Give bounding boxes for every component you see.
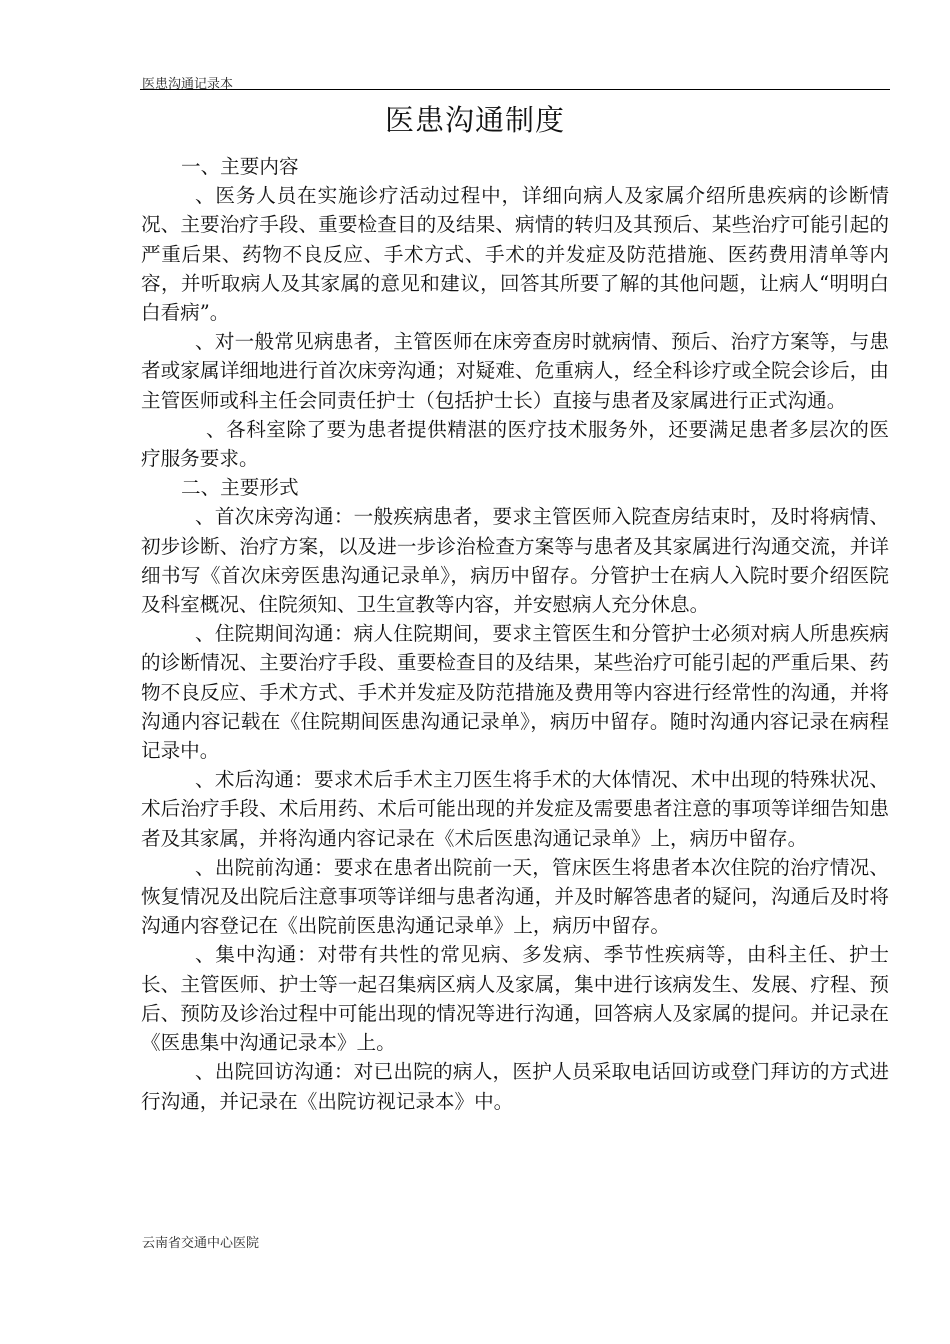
header-divider <box>140 89 890 90</box>
paragraph: 、医务人员在实施诊疗活动过程中，详细向病人及家属介绍所患疾病的诊断情况、主要治疗手段、重要检查目的及结果、病情的转归及其预后、某些治疗可能引起的严重后果、药物不良反应、手术方式、手术的并发症及防范措施、医药费用清单等内容，并听取病人及其家属的意见和建议，回答其所要了解的其他问题，让病人“明明白白看病”。 <box>141 184 889 325</box>
document-body <box>141 152 889 1116</box>
paragraph: 、住院期间沟通：病人住院期间，要求主管医生和分管护士必须对病人所患疾病的诊断情况、主要治疗手段、重要检查目的及结果，某些治疗可能引起的严重后果、药物不良反应、手术方式、手术并发症及防范措施及费用等内容进行经常性的沟通，并将沟通内容记载在《住院期间医患沟通记录单》，病历中留存。随时沟通内容记录在病程记录中。 <box>141 622 889 763</box>
paragraph: 、首次床旁沟通：一般疾病患者，要求主管医师入院查房结束时，及时将病情、初步诊断、治疗方案，以及进一步诊治检查方案等与患者及其家属进行沟通交流，并详细书写《首次床旁医患沟通记录单》，病历中留存。分管护士在病人入院时要介绍医院及科室概况、住院须知、卫生宣教等内容，并安慰病人充分休息。 <box>141 505 889 617</box>
paragraph: 、各科室除了要为患者提供精湛的医疗技术服务外，还要满足患者多层次的医疗服务要求。 <box>141 417 889 471</box>
section-heading: 二、主要形式 <box>181 476 299 500</box>
running-header: 医患沟通记录本 <box>142 77 234 92</box>
section-heading: 一、主要内容 <box>181 155 299 178</box>
running-footer: 云南省交通中心医院 <box>142 1236 260 1251</box>
paragraph: 、集中沟通：对带有共性的常见病、多发病、季节性疾病等，由科主任、护士长、主管医师、护士等一起召集病区病人及家属，集中进行该病发生、发展、疗程、预后、预防及诊治过程中可能出现的情况等进行沟通，回答病人及家属的提问。并记录在《医患集中沟通记录本》上。 <box>141 943 889 1055</box>
paragraph: 、出院回访沟通：对已出院的病人，医护人员采取电话回访或登门拜访的方式进行沟通，并记录在《出院访视记录本》中。 <box>141 1060 889 1113</box>
paragraph: 、术后沟通：要求术后手术主刀医生将手术的大体情况、术中出现的特殊状况、术后治疗手段、术后用药、术后可能出现的并发症及需要患者注意的事项等详细告知患者及其家属，并将沟通内容记录在《术后医患沟通记录单》上，病历中留存。 <box>141 768 889 850</box>
paragraph: 、出院前沟通：要求在患者出院前一天，管床医生将患者本次住院的治疗情况、恢复情况及出院后注意事项等详细与患者沟通，并及时解答患者的疑问，沟通后及时将沟通内容登记在《出院前医患沟通记录单》上，病历中留存。 <box>141 855 889 938</box>
paragraph: 、对一般常见病患者，主管医师在床旁查房时就病情、预后、治疗方案等，与患者或家属详细地进行首次床旁沟通；对疑难、危重病人，经全科诊疗或全院会诊后，由主管医师或科主任会同责任护士（包括护士长）直接与患者及家属进行正式沟通。 <box>141 330 889 412</box>
document-title: 医患沟通制度 <box>384 103 565 137</box>
